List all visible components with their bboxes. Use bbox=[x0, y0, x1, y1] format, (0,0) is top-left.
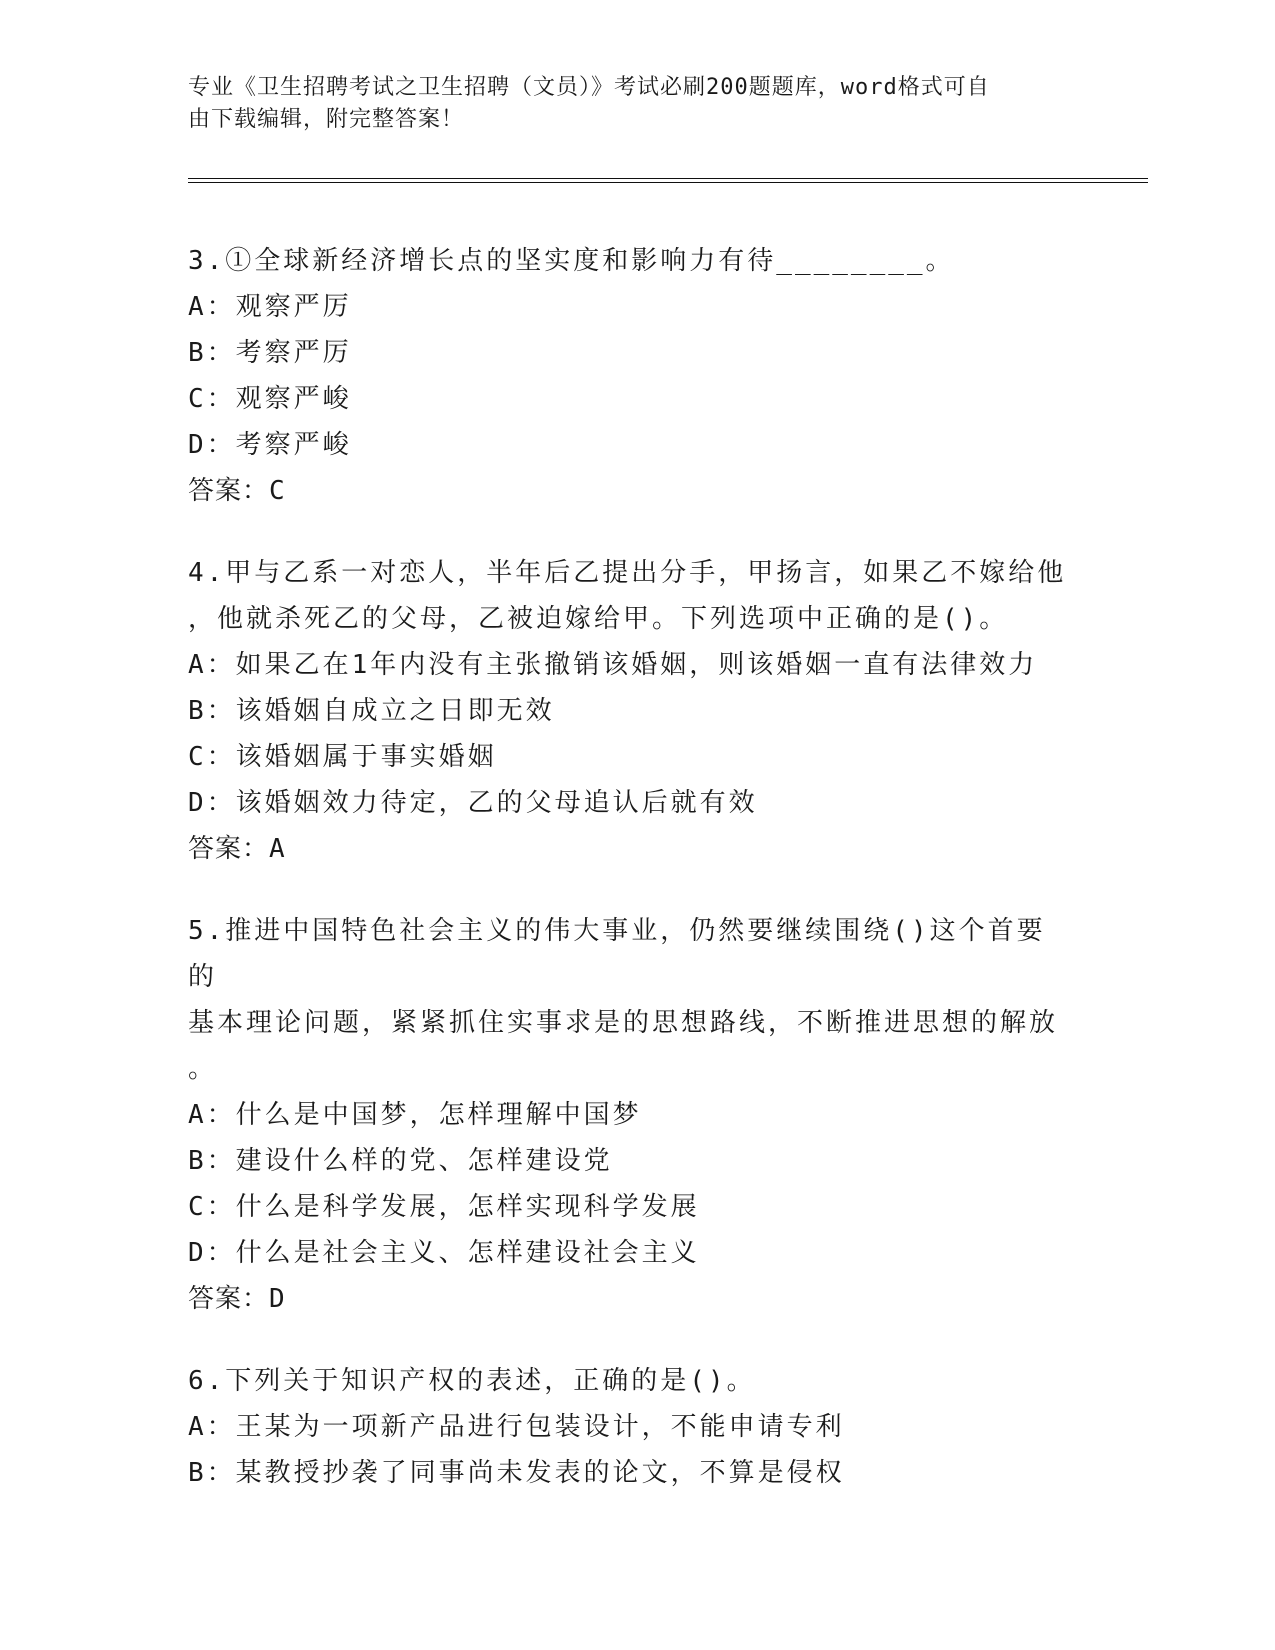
header-divider bbox=[188, 178, 1148, 183]
header-line-1: 专业《卫生招聘考试之卫生招聘（文员）》考试必刷200题题库，word格式可自 bbox=[188, 75, 990, 100]
option-a: A：王某为一项新产品进行包装设计，不能申请专利 bbox=[188, 1412, 845, 1442]
question-5 bbox=[188, 908, 1068, 1322]
option-c: C：观察严峻 bbox=[188, 384, 352, 414]
question-stem-line-1: 5.推进中国特色社会主义的伟大事业，仍然要继续围绕()这个首要的 bbox=[188, 916, 1046, 992]
option-d: D：该婚姻效力待定，乙的父母追认后就有效 bbox=[188, 788, 758, 818]
question-stem: 3.①全球新经济增长点的坚实度和影响力有待________。 bbox=[188, 246, 955, 276]
option-d: D：什么是社会主义、怎样建设社会主义 bbox=[188, 1238, 700, 1268]
option-a: A：如果乙在1年内没有主张撤销该婚姻，则该婚姻一直有法律效力 bbox=[188, 650, 1038, 680]
question-3 bbox=[188, 238, 1068, 514]
header-line-2: 由下载编辑，附完整答案！ bbox=[188, 107, 465, 132]
option-b: B：建设什么样的党、怎样建设党 bbox=[188, 1146, 613, 1176]
option-b: B：考察严厉 bbox=[188, 338, 352, 368]
answer-line bbox=[188, 1276, 1068, 1322]
question-4 bbox=[188, 550, 1068, 872]
question-stem-line-3: 。 bbox=[188, 1054, 218, 1084]
answer-value: C bbox=[269, 476, 286, 506]
option-a: A：观察严厉 bbox=[188, 292, 352, 322]
answer-line bbox=[188, 468, 1068, 514]
answer-label: 答案： bbox=[188, 1284, 270, 1314]
answer-label: 答案： bbox=[188, 476, 270, 506]
question-list bbox=[188, 238, 1068, 1532]
option-a: A：什么是中国梦，怎样理解中国梦 bbox=[188, 1100, 642, 1130]
answer-label: 答案： bbox=[188, 834, 270, 864]
option-b: B：某教授抄袭了同事尚未发表的论文，不算是侵权 bbox=[188, 1458, 845, 1488]
answer-line bbox=[188, 826, 1068, 872]
option-c: C：什么是科学发展，怎样实现科学发展 bbox=[188, 1192, 700, 1222]
question-stem-line-1: 4.甲与乙系一对恋人，半年后乙提出分手，甲扬言，如果乙不嫁给他 bbox=[188, 558, 1067, 588]
answer-value: A bbox=[269, 834, 286, 864]
question-6 bbox=[188, 1358, 1068, 1496]
document-header bbox=[188, 72, 1068, 136]
question-stem: 6.下列关于知识产权的表述，正确的是()。 bbox=[188, 1366, 756, 1396]
option-b: B：该婚姻自成立之日即无效 bbox=[188, 696, 555, 726]
option-c: C：该婚姻属于事实婚姻 bbox=[188, 742, 497, 772]
question-stem-line-2: ，他就杀死乙的父母，乙被迫嫁给甲。下列选项中正确的是()。 bbox=[188, 604, 1009, 634]
question-stem-line-2: 基本理论问题，紧紧抓住实事求是的思想路线，不断推进思想的解放 bbox=[188, 1008, 1059, 1038]
option-d: D：考察严峻 bbox=[188, 430, 352, 460]
answer-value: D bbox=[269, 1284, 286, 1314]
